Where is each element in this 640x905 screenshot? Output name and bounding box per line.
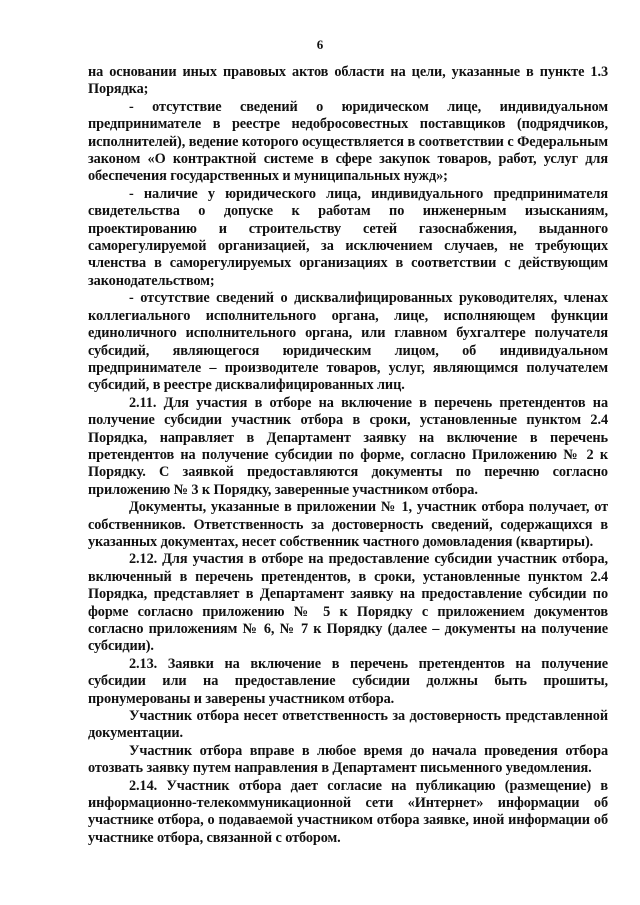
paragraph-item-unfair-suppliers: - отсутствие сведений о юридическом лице, индивидуальном предпринимателе в реестре недобросовестных поставщиков (подрядчиков, исполнителей), ведение которого осуществляется в соответствии с Федеральным законом «О контрактной системе в сфере закупок товаров, работ, услуг для обеспечения государственных и муниципальных нужд»; bbox=[88, 98, 608, 185]
paragraph-continuation: на основании иных правовых актов области на цели, указанные в пункте 1.3 Порядка; bbox=[88, 64, 608, 98]
document-body bbox=[88, 64, 608, 847]
paragraph-responsibility: Участник отбора несет ответственность за достоверность представленной документации. bbox=[88, 708, 608, 742]
paragraph-2-11: 2.11. Для участия в отборе на включение в перечень претендентов на получение субсидии участник отбора в сроки, установленные пунктом 2.4 Порядка, направляет в Департамент заявку на включение в перечень претендентов на получение субсидии по форме, согласно Приложению № 2 к Порядку. С заявкой предоставляются документы по перечню согласно приложению № 3 к Порядку, заверенные участником отбора. bbox=[88, 394, 608, 498]
paragraph-2-13: 2.13. Заявки на включение в перечень претендентов на получение субсидии или на предоставление субсидии должны быть прошиты, пронумерованы и заверены участником отбора. bbox=[88, 655, 608, 707]
page-number: 6 bbox=[316, 37, 324, 52]
paragraph-withdraw: Участник отбора вправе в любое время до начала проведения отбора отозвать заявку путем направления в Департамент письменного уведомления. bbox=[88, 742, 608, 777]
paragraph-item-certificate: - наличие у юридического лица, индивидуального предпринимателя свидетельства о допуске к работам по инженерным изысканиям, проектированию и строительству сетей газоснабжения, выданного саморегулируемой организацией, за исключением случаев, не требующих членства в саморегулируемых организациях в соответствии с действующим законодательством; bbox=[88, 185, 608, 289]
paragraph-documents: Документы, указанные в приложении № 1, участник отбора получает, от собственников. Ответственность за достоверность сведений, содержащихся в указанных документах, несет собственник частного домовладения (квартиры). bbox=[88, 499, 608, 550]
paragraph-2-14: 2.14. Участник отбора дает согласие на публикацию (размещение) в информационно-телекоммуникационной сети «Интернет» информации об участнике отбора, о подаваемой участником отбора заявке, иной информации об участнике отбора, связанной с отбором. bbox=[88, 777, 608, 846]
paragraph-2-12: 2.12. Для участия в отборе на предоставление субсидии участник отбора, включенный в перечень претендентов, в сроки, установленные пунктом 2.4 Порядка, представляет в Департамент заявку на предоставление субсидии по форме согласно приложению № 5 к Порядку с приложением документов согласно приложениям № 6, № 7 к Порядку (далее – документы на получение субсидии). bbox=[88, 551, 608, 655]
paragraph-item-disqualified: - отсутствие сведений о дисквалифицированных руководителях, членах коллегиального исполнительного органа, лице, исполняющем функции единоличного исполнительного органа, или главном бухгалтере получателя субсидий, являющегося юридическим лицом, об индивидуальном предпринимателе – производителе товаров, услуг, являющимся получателем субсидий, в реестре дисквалифицированных лиц. bbox=[88, 290, 608, 394]
